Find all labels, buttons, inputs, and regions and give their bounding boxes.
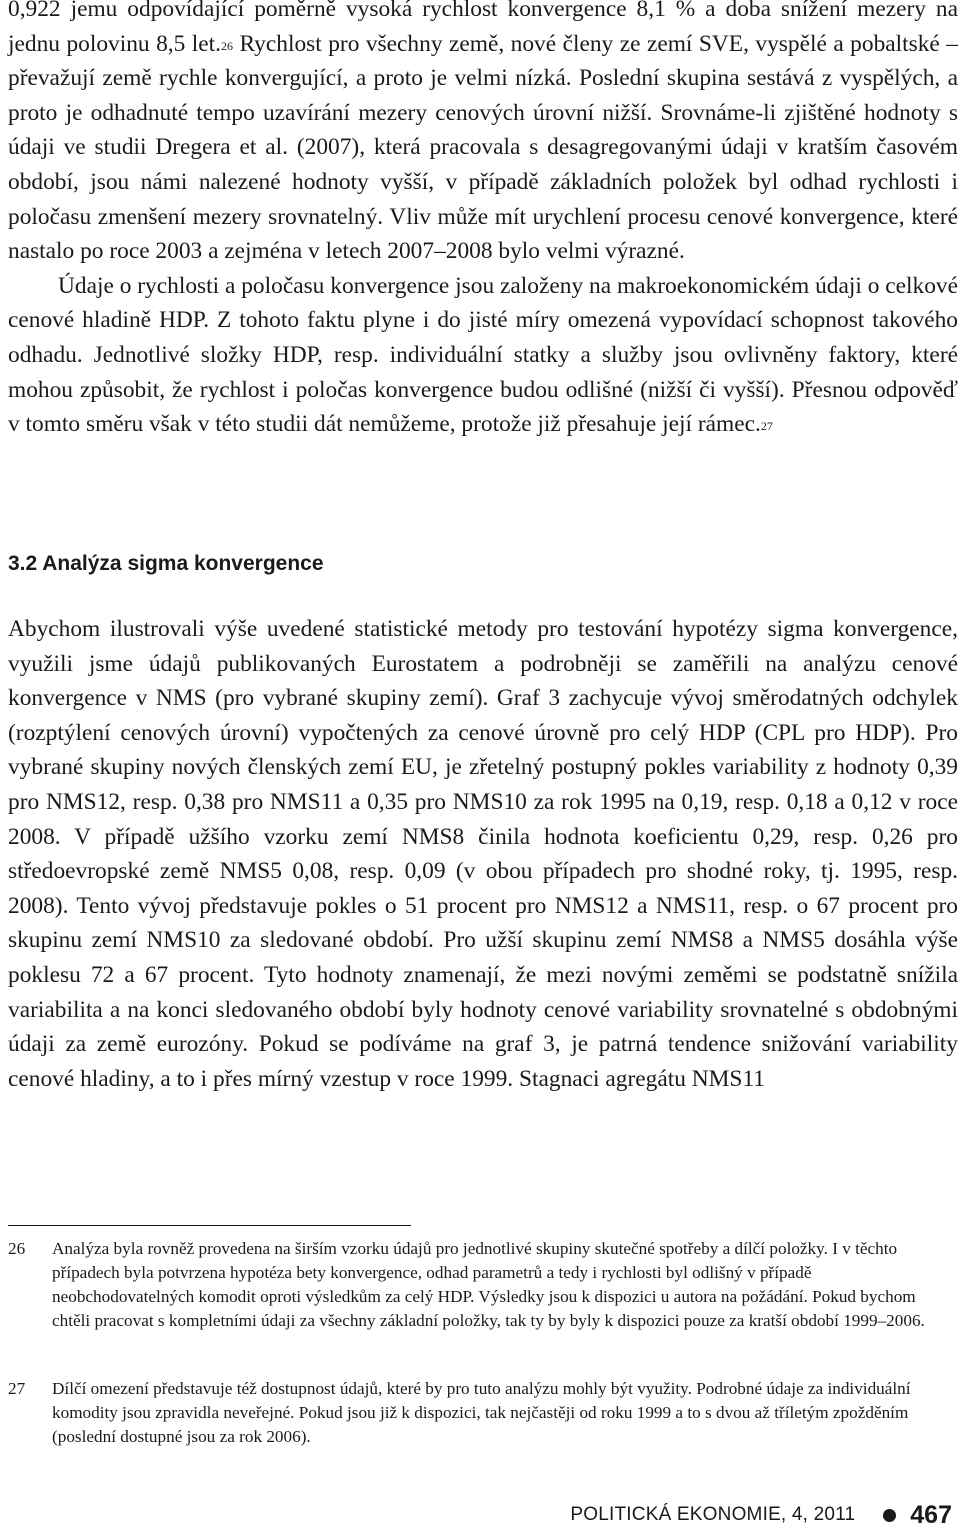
footnote-ref-27[interactable]: 27 [760,419,773,434]
footnote-divider [8,1225,411,1226]
footnote-text: Analýza byla rovněž provedena na širším vzorku údajů pro jednotlivé skupiny skutečné spotřeby a dílčí položky. I v těchto případech byla potvrzena hypotéza bety konvergence, odhad parametrů a tedy i rychlosti byl odlišný v případě neobchodovatelných komodit oproti výsledkům za celý HDP. Výsledky jsou k dispozici u autora na požádání. Pokud bychom chtěli pracovat s kompletními údaji za všechny základní položky, tak ty by byly k dispozici pouze za kratší období 1999–2006. [52,1239,925,1330]
paragraph-text: 0,922 jemu odpovídající poměrně vysoká rychlost konvergence 8,1 % a doba snížení mezery na jednu polovinu 8,5 let. [8,0,958,57]
running-footer [570,1498,952,1532]
sigma-text-block [8,612,958,1096]
section-heading: 3.2 Analýza sigma konvergence [8,552,324,575]
bullet-dot-icon [883,1509,896,1522]
journal-name: POLITICKÁ EKONOMIE, 4, 2011 [570,1504,856,1525]
footnote-ref-26[interactable]: 26 [221,38,234,53]
footnote-number: 27 [8,1379,26,1398]
footnote-27 [8,1377,958,1449]
footnote-number: 26 [8,1239,26,1258]
paragraph-sigma-analysis: Abychom ilustrovali výše uvedené statistické metody pro testování hypotézy sigma konvergence, využili jsme údajů publikovaných Eurostatem a podrobněji se zaměřili na analýzu cenové konvergence v NMS (pro vybrané skupiny zemí). Graf 3 zachycuje vývoj směrodatných odchylek (rozptýlení cenových úrovní) vypočtených za cenové úrovně pro celý HDP (CPL pro HDP). Pro vybrané skupiny nových členských zemí EU, je zřetelný postupný pokles variability z hodnoty 0,39 pro NMS12, resp. 0,38 pro NMS11 a 0,35 pro NMS10 za rok 1995 na 0,19, resp. 0,18 a 0,12 v roce 2008. V případě užšího vzorku zemí NMS8 činila hodnota koeficientu 0,29, resp. 0,26 pro středoevropské země NMS5 0,08, resp. 0,09 (v obou případech pro shodné roky, tj. 1995, resp. 2008). Tento vývoj představuje pokles o 51 procent pro NMS12 a NMS11, resp. o 67 procent pro skupinu zemí NMS10 za sledované období. Pro užší skupinu zemí NMS8 a NMS5 dosáhla výše poklesu 72 a 67 procent. Tyto hodnoty znamenají, že mezi novými zeměmi se podstatně snížila variabilita a na konci sledovaného období byly hodnoty cenové variability srovnatelné s obdobnými údaji za země eurozóny. Pokud se podíváme na graf 3, je patrná tendence snižování variability cenové hladiny, a to i přes mírný vzestup v roce 1999. Stagnaci agregátu NMS11 [8,616,958,1092]
page-number: 467 [910,1500,952,1529]
footnote-26 [8,1237,958,1333]
document-page [8,0,958,1528]
paragraph-text: Rychlost pro všechny země, nové členy ze zemí SVE, vyspělé a pobaltské – převažují země rychle konvergující, a proto je velmi nízká. Poslední skupina sestává z vyspělých, a proto je odhadnuté tempo uzavírání mezery cenových úrovní nižší. Srovnáme-li zjištěné hodnoty s údaji ve studii Dregera et al. (2007), která pracovala s desagregovanými údaji v kratším časovém období, jsou námi nalezené hodnoty vyšší, v případě základních položek byl odhad rychlosti i poločasu zmenšení mezery srovnatelný. Vliv může mít urychlení procesu cenové konvergence, které nastalo po roce 2003 a zejména v letech 2007–2008 bylo velmi výrazné. [8,30,958,265]
paragraph-text: Údaje o rychlosti a poločasu konvergence jsou založeny na makroekonomickém údaji o celkové cenové hladině HDP. Z tohoto faktu plyne i do jisté míry omezená vypovídací schopnost takového odhadu. Jednotlivé složky HDP, resp. individuální statky a služby jsou ovlivněny faktory, které mohou způsobit, že rychlost i poločas konvergence budou odlišné (nižší či vyšší). Přesnou odpověď v tomto směru však v této studii dát nemůžeme, protože již přesahuje její rámec. [8,272,958,438]
intro-text-block [8,0,958,442]
footnote-text: Dílčí omezení představuje též dostupnost údajů, které by pro tuto analýzu mohly být využity. Podrobné údaje za individuální komodity jsou zpravidla neveřejné. Pokud jsou již k dispozici, tak nejčastěji od roku 1999 a to s dvou až tříletým zpožděním (poslední dostupné jsou za rok 2006). [52,1379,911,1446]
paragraph-hdp-data [8,269,958,442]
paragraph-convergence-speed [8,0,958,269]
